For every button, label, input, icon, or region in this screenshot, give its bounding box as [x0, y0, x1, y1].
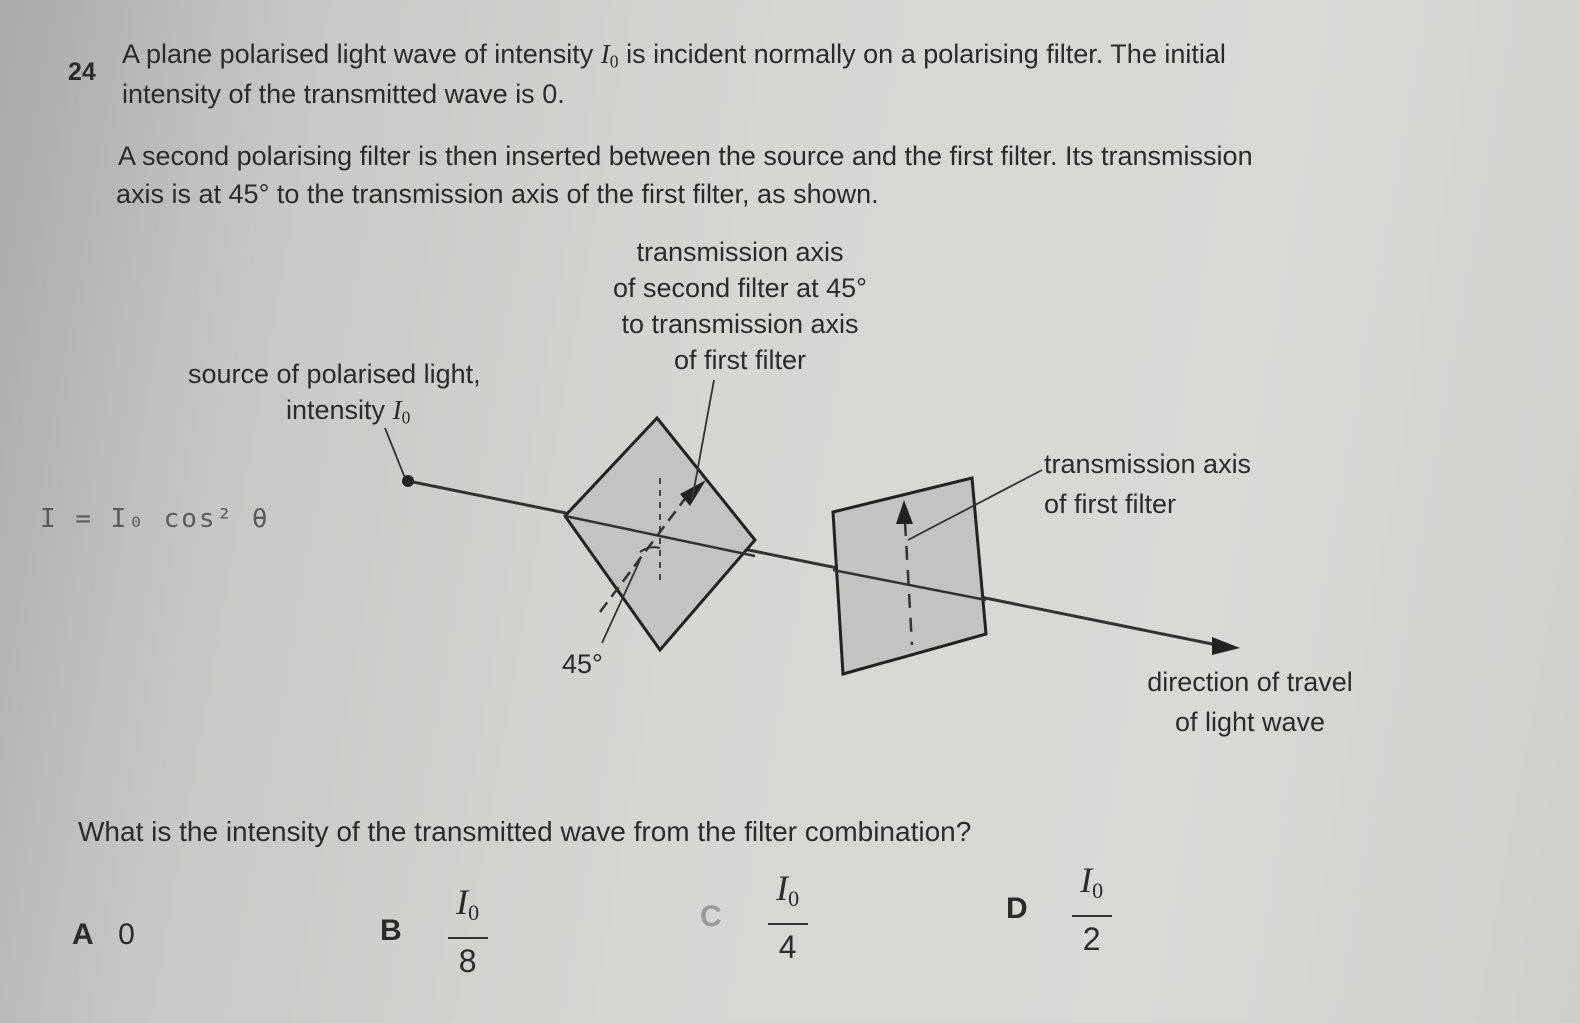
direction-label: direction of travel of light wave [1147, 667, 1353, 737]
question-text-line1: A plane polarised light wave of intensity $I_0$ is incident normally on a polarising filter. The initial [122, 39, 1226, 72]
direction-arrowhead [1212, 637, 1240, 655]
question-text-line2: intensity of the transmitted wave is 0. [122, 79, 565, 109]
fraction-d: $\frac{I0}{2}$ [1072, 860, 1112, 957]
fraction-b: $\frac{I0}{8}$ [448, 882, 488, 979]
option-d[interactable]: D $\frac{I0}{2}$ [1006, 860, 1112, 957]
question-para2-line2: axis is at 45° to the transmission axis of the first filter, as shown. [116, 179, 879, 209]
source-label-line2: intensity $I_0$ [286, 395, 411, 428]
question-para2-line1: A second polarising filter is then inserted between the source and the first filter. Its transmission [118, 141, 1253, 171]
fraction-c: $\frac{I0}{4}$ [768, 868, 808, 965]
source-label-line1: source of polarised light, [188, 359, 481, 389]
first-axis-label: transmission axis of first filter [1044, 449, 1252, 519]
option-c[interactable]: C $\frac{I0}{4}$ [700, 868, 808, 965]
second-axis-label: transmission axis of second filter at 45° to transmission axis of first filter [613, 237, 867, 375]
option-a[interactable]: A 0 [72, 918, 135, 951]
first-filter [833, 478, 986, 674]
question-prompt: What is the intensity of the transmitted wave from the filter combination? [78, 816, 972, 847]
angle-label: 45° [562, 649, 603, 679]
handwritten-formula: I = I₀ cos² θ [40, 504, 270, 534]
option-b[interactable]: B $\frac{I0}{8}$ [380, 882, 488, 979]
question-number: 24 [68, 58, 96, 86]
source-leader-line [385, 428, 405, 478]
